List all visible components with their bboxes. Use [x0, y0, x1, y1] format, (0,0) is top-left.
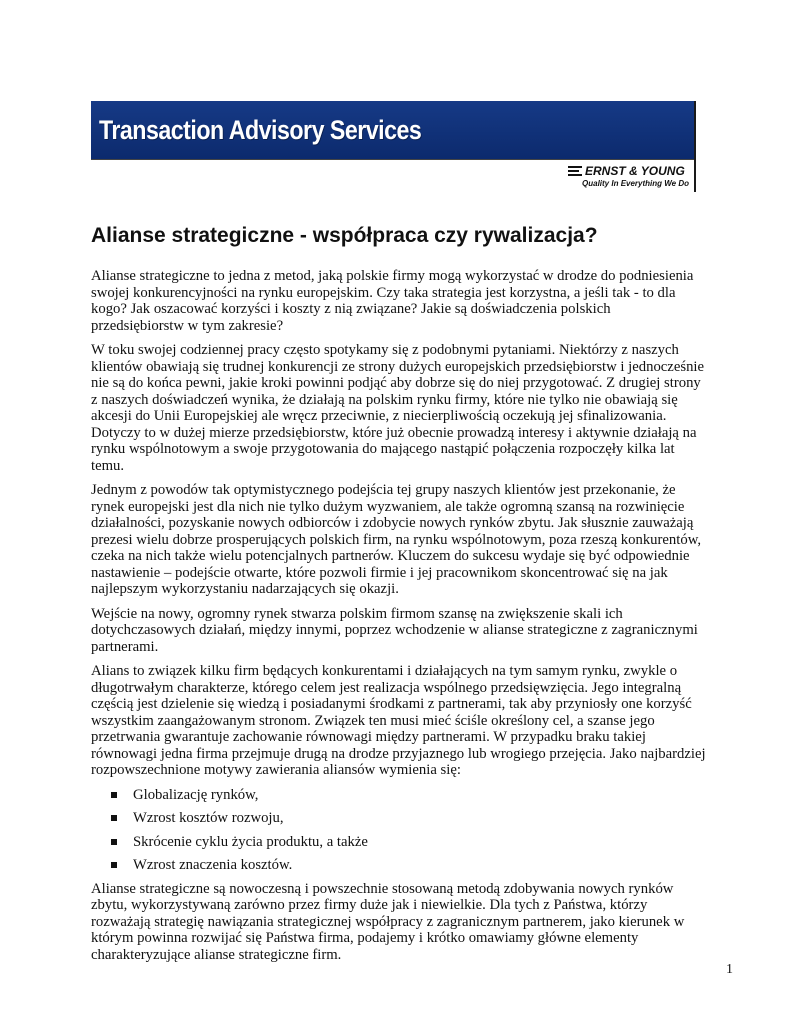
paragraph: Wejście na nowy, ogromny rynek stwarza polskim firmom szansę na zwiększenie skali ich dotychczasowych działań, między innymi, poprzez wchodzenie w alianse strategiczne z zagranicznymi partnerami. — [91, 605, 698, 655]
paragraph-intro: Alianse strategiczne to jedna z metod, jaką polskie firmy mogą wykorzystać w drodze do podniesienia swojej konkurencyjności na rynku europejskim. Czy taka strategia jest korzystna, a jeśli tak - to dla kogo? Jak oszacować korzyści i koszty z nią związane? Jakie są doświadczenia polskich przedsiębiorstw w tym zakresie? — [91, 268, 694, 334]
ey-bars-icon — [568, 166, 582, 177]
paragraph: Jednym z powodów tak optymistycznego podejścia tej grupy naszych klientów jest przekonanie, że rynek europejski jest dla nich nie tylko dużym wyzwaniem, ale także ogromną szansą na rozwinięcie działalności, pozyskanie nowych odbiorców i zdobycie nowych rynków zbytu. Jak słusznie zauważają prezesi wielu dobrze prosperujących polskich firm, na rynku wspólnotowym, poza rzeszą konkurentów, czeka na nich także wielu potencjalnych partnerów. Kluczem do sukcesu wydaje się być odpowiednie nastawienie – podejście otwarte, które pozwoli firmie i jej pracownikom skoncentrować się na jak najlepszym wykorzystaniu nadarzających się okazji. — [91, 482, 702, 597]
list-item-text: Skrócenie cyklu życia produktu, a także — [133, 833, 368, 850]
bullet-square-icon — [111, 862, 117, 868]
document-body — [91, 268, 706, 971]
brand-name: ERNST & YOUNG — [585, 164, 685, 178]
document-title: Alianse strategiczne - współpraca czy rywalizacja? — [91, 224, 598, 247]
banner-divider — [91, 159, 694, 160]
list-item — [91, 810, 706, 827]
bullet-square-icon — [111, 839, 117, 845]
list-item — [91, 857, 706, 874]
list-item — [91, 834, 706, 851]
page-number: 1 — [726, 962, 733, 977]
paragraph-closing: Alianse strategiczne są nowoczesną i powszechnie stosowaną metodą zdobywania nowych rynków zbytu, wykorzystywaną zarówno przez firmy duże jak i niewielkie. Dla tych z Państwa, którzy rozważają strategię nawiązania strategicznej współpracy z zagranicznym partnerem, jako kierunek w którym powinna rozwijać się Państwa firma, podajemy i krótko omawiamy główne elementy charakteryzujące alianse strategiczne firm. — [91, 880, 685, 963]
bullet-square-icon — [111, 815, 117, 821]
list-item-text: Globalizację rynków, — [133, 786, 259, 803]
motives-list — [91, 787, 706, 874]
banner-title: Transaction Advisory Services — [99, 115, 422, 145]
header-banner — [91, 101, 697, 192]
paragraph: Alians to związek kilku firm będących konkurentami i działających na tym samym rynku, zwykle o długotrwałym charakterze, którego celem jest realizacja wspólnego przedsięwzięcia. Jego integralną częścią jest dzielenie się wiedzą i posiadanymi środkami z partnerami, tak aby przyniosły one korzyść wszystkim zaangażowanym stronom. Związek ten musi mieć ściśle określony cel, a szanse jego przetrwania gwarantuje zachowanie równowagi między partnerami. W przypadku braku takiej równowagi jedna firma przejmuje drugą na drodze przyjaznego lub wrogiego przejęcia. Jako najbardziej rozpowszechnione motywy zawierania aliansów wymienia się: — [91, 663, 706, 778]
ernst-young-logo — [568, 164, 689, 188]
brand-tagline: Quality In Everything We Do — [582, 179, 689, 188]
bullet-square-icon — [111, 792, 117, 798]
list-item-text: Wzrost znaczenia kosztów. — [133, 857, 293, 873]
banner-vertical-rule — [694, 101, 696, 192]
list-item — [91, 787, 706, 804]
banner-blue-bar — [91, 101, 694, 159]
list-item-text: Wzrost kosztów rozwoju, — [133, 810, 284, 826]
paragraph: W toku swojej codziennej pracy często spotykamy się z podobnymi pytaniami. Niektórzy z naszych klientów obawiają się trudnej konkurencji ze strony dużych europejskich przedsiębiorstw i jednocześnie nie są do końca pewni, jakie kroki powinni podjąć aby dobrze się do niej przygotować. Z drugiej strony z naszych doświadczeń wynika, że działają na polskim rynku firmy, które nie tylko nie obawiają się akcesji do Unii Europejskiej ale wręcz przeciwnie, z niecierpliwością oczekują jej sfinalizowania. Dotyczy to w dużej mierze przedsiębiorstw, które już obecnie prowadzą interesy i aktywnie działają na rynku wspólnotowym a swoje przygotowania do mającego nastąpić połączenia rozpoczęły kilka lat temu. — [91, 342, 705, 474]
